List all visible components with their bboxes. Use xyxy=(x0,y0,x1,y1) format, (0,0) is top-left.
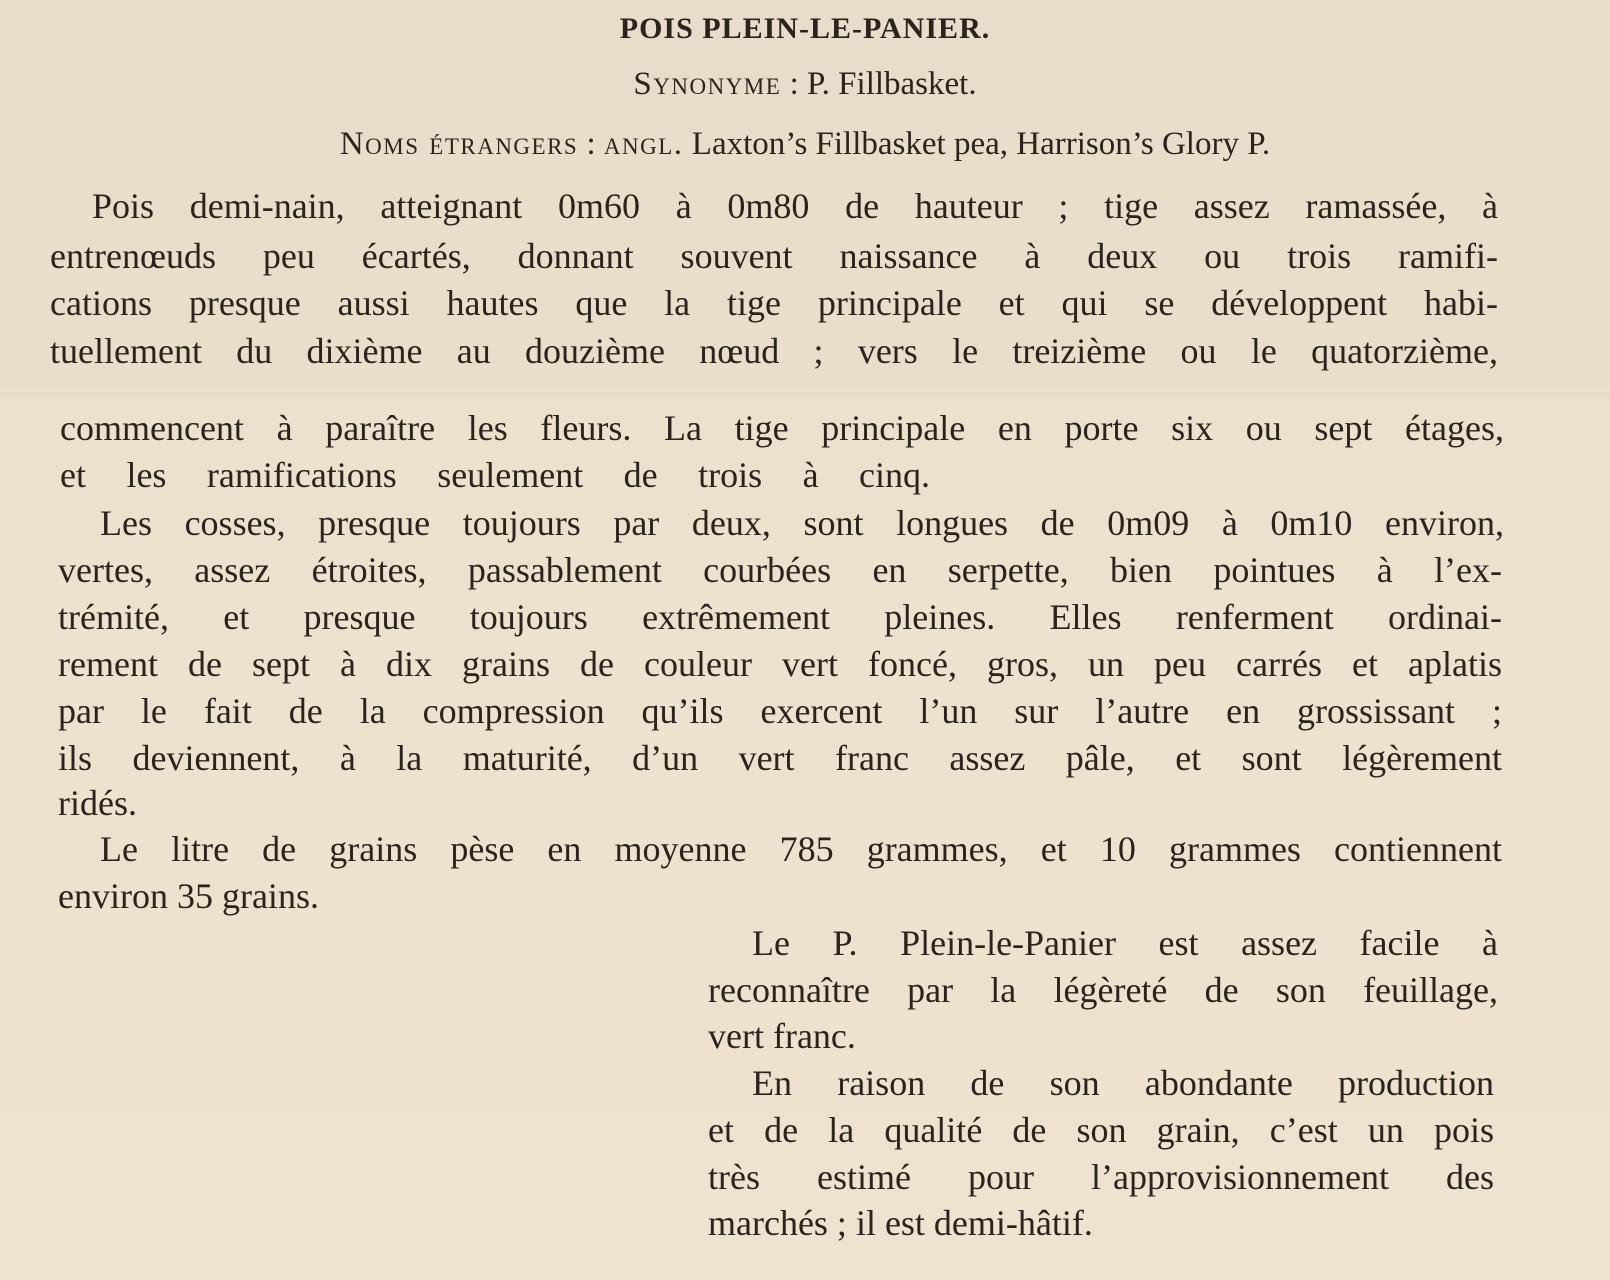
body-line: entrenœuds peu écartés, donnant souvent naissance à deux ou trois ramifi- xyxy=(50,236,1498,276)
synonym-label: Synonyme xyxy=(633,66,782,102)
body-line: marchés ; il est demi-hâtif. xyxy=(708,1203,1093,1243)
body-line: commencent à paraître les fleurs. La tige principale en porte six ou sept étages, xyxy=(60,408,1504,448)
body-line: Les cosses, presque toujours par deux, sont longues de 0m09 à 0m10 environ, xyxy=(100,503,1504,543)
page-title: POIS PLEIN-LE-PANIER. xyxy=(619,12,991,45)
foreign-names-value: Laxton’s Fillbasket pea, Harrison’s Glory P. xyxy=(683,126,1271,162)
body-line: Le litre de grains pèse en moyenne 785 grammes, et 10 grammes contiennent xyxy=(100,829,1502,869)
body-line: Le P. Plein-le-Panier est assez facile à xyxy=(752,923,1498,963)
foreign-names-separator: : xyxy=(578,126,604,162)
foreign-names-line xyxy=(0,126,1610,163)
body-line: tuellement du dixième au douzième nœud ; vers le treizième ou le quatorzième, xyxy=(50,331,1498,371)
body-line: rement de sept à dix grains de couleur vert foncé, gros, un peu carrés et aplatis xyxy=(58,644,1502,684)
foreign-language-label: angl. xyxy=(603,126,684,162)
body-line: et les ramifications seulement de trois à cinq. xyxy=(60,455,930,495)
body-line: Pois demi-nain, atteignant 0m60 à 0m80 de hauteur ; tige assez ramassée, à xyxy=(92,186,1498,226)
body-line: très estimé pour l’approvisionnement des xyxy=(708,1157,1494,1197)
synonym-separator: : xyxy=(781,66,807,102)
body-line: vertes, assez étroites, passablement courbées en serpette, bien pointues à l’ex- xyxy=(58,550,1502,590)
body-line: par le fait de la compression qu’ils exercent l’un sur l’autre en grossissant ; xyxy=(58,691,1502,731)
body-line: ridés. xyxy=(58,783,137,823)
body-line: ils deviennent, à la maturité, d’un vert franc assez pâle, et sont légèrement xyxy=(58,738,1502,778)
scan-seam xyxy=(0,392,1610,402)
body-line: vert franc. xyxy=(708,1016,856,1056)
body-line: En raison de son abondante production xyxy=(752,1063,1494,1103)
body-line: reconnaître par la légèreté de son feuillage, xyxy=(708,970,1498,1010)
body-line: environ 35 grains. xyxy=(58,876,319,916)
foreign-names-label: Noms étrangers xyxy=(339,126,579,162)
body-line: et de la qualité de son grain, c’est un pois xyxy=(708,1110,1494,1150)
body-line: cations presque aussi hautes que la tige principale et qui se développent habi- xyxy=(50,283,1498,323)
synonym-value: P. Fillbasket. xyxy=(806,66,977,102)
body-line: trémité, et presque toujours extrêmement pleines. Elles renferment ordinai- xyxy=(58,597,1502,637)
synonym-line xyxy=(0,66,1610,103)
